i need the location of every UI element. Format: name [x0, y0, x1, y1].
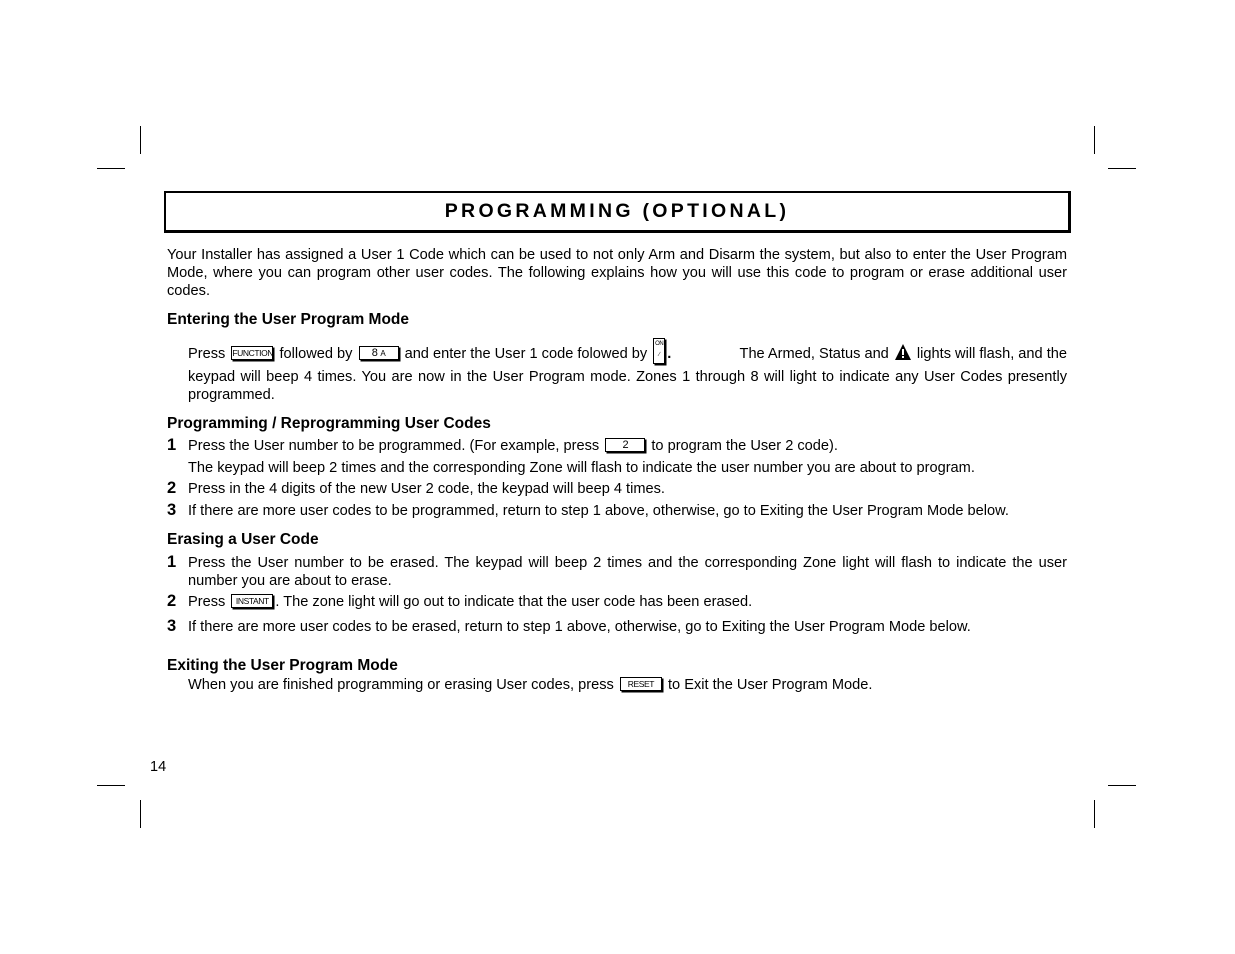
page-title: PROGRAMMING (OPTIONAL) — [444, 200, 790, 222]
erasing-step-2 — [188, 593, 752, 611]
programming-step-2: Press in the 4 digits of the new User 2 code, the keypad will beep 4 times. — [188, 481, 665, 497]
intro-paragraph: Your Installer has assigned a User 1 Code which can be used to not only Arm and Disarm the system, but also to enter the User Program Mode, where you can program other user codes. The following explains how you will use this code to program or erase additional user codes. — [167, 247, 1067, 299]
erasing-step-2-number: 2 — [167, 592, 177, 610]
erasing-step-3: If there are more user codes to be erased, return to step 1 above, otherwise, go to Exiting the User Program Mode below. — [188, 619, 971, 635]
erasing-heading: Erasing a User Code — [167, 531, 319, 548]
reset-key: RESET — [620, 677, 662, 691]
entering-lights-flash: lights will flash, and the — [916, 346, 1067, 362]
entering-segment-b — [740, 345, 1067, 363]
entering-period: . — [667, 345, 672, 362]
erasing-step-1-number: 1 — [167, 553, 177, 571]
two-key: 2 — [605, 438, 645, 452]
entering-enter-code: and enter the User 1 code folowed by — [404, 345, 648, 362]
eight-key-sub: A — [380, 349, 386, 358]
entering-heading: Entering the User Program Mode — [167, 311, 410, 328]
programming-step-3-number: 3 — [167, 501, 177, 519]
instant-key: INSTANT — [231, 594, 273, 608]
erasing-step-2-b: . The zone light will go out to indicate that the user code has been erased. — [275, 594, 753, 610]
crop-mark-bottom-left-horizontal — [97, 785, 125, 786]
programming-step-1-b: to program the User 2 code). — [651, 438, 838, 454]
crop-mark-top-left-horizontal — [97, 168, 125, 169]
erasing-step-1: Press the User number to be erased. The keypad will beep 2 times and the corresponding Zone light will flash to indicate the user number you are about to erase. — [188, 555, 1067, 589]
programming-heading: Programming / Reprogramming User Codes — [167, 415, 491, 432]
crop-mark-bottom-right-horizontal — [1108, 785, 1136, 786]
exiting-text-b: to Exit the User Program Mode. — [667, 677, 873, 693]
exiting-heading: Exiting the User Program Mode — [167, 657, 398, 674]
crop-mark-top-left-vertical — [140, 126, 141, 154]
crop-mark-top-right-vertical — [1094, 126, 1095, 154]
arm-key-bottom: ∕ — [658, 352, 660, 358]
exiting-text-a: When you are finished programming or erasing User codes, press — [188, 677, 614, 693]
function-key: FUNCTION — [232, 348, 274, 358]
programming-step-1-c: The keypad will beep 2 times and the corresponding Zone will flash to indicate the user number you are about to program. — [188, 460, 975, 476]
programming-step-3: If there are more user codes to be programmed, return to step 1 above, otherwise, go to Exiting the User Program Mode below. — [188, 503, 1009, 519]
programming-step-2-number: 2 — [167, 479, 177, 497]
arm-key-top: ON — [655, 341, 664, 347]
crop-mark-bottom-left-vertical — [140, 800, 141, 828]
crop-mark-top-right-horizontal — [1108, 168, 1136, 169]
programming-step-1 — [188, 437, 838, 455]
arm-key — [653, 338, 665, 364]
entering-segment-a — [188, 341, 671, 367]
eight-key-label: 8 — [371, 347, 378, 359]
warning-triangle-icon — [895, 344, 911, 360]
exiting-text — [188, 676, 872, 694]
programming-step-1-a: Press the User number to be programmed. (For example, press — [188, 438, 600, 454]
title-box — [164, 191, 1071, 233]
entering-rest: keypad will beep 4 times. You are now in the User Program mode. Zones 1 through 8 will light to indicate any User Codes presently programmed. — [188, 369, 1067, 403]
eight-key — [359, 346, 399, 360]
entering-line-1 — [188, 341, 1067, 367]
erasing-step-2-a: Press — [188, 594, 226, 610]
crop-mark-bottom-right-vertical — [1094, 800, 1095, 828]
entering-armed-status: The Armed, Status and — [739, 346, 889, 362]
entering-followed-by: followed by — [279, 345, 353, 362]
erasing-step-3-number: 3 — [167, 617, 177, 635]
page-number: 14 — [150, 759, 167, 775]
programming-step-1-number: 1 — [167, 436, 177, 454]
entering-press: Press — [188, 345, 226, 362]
